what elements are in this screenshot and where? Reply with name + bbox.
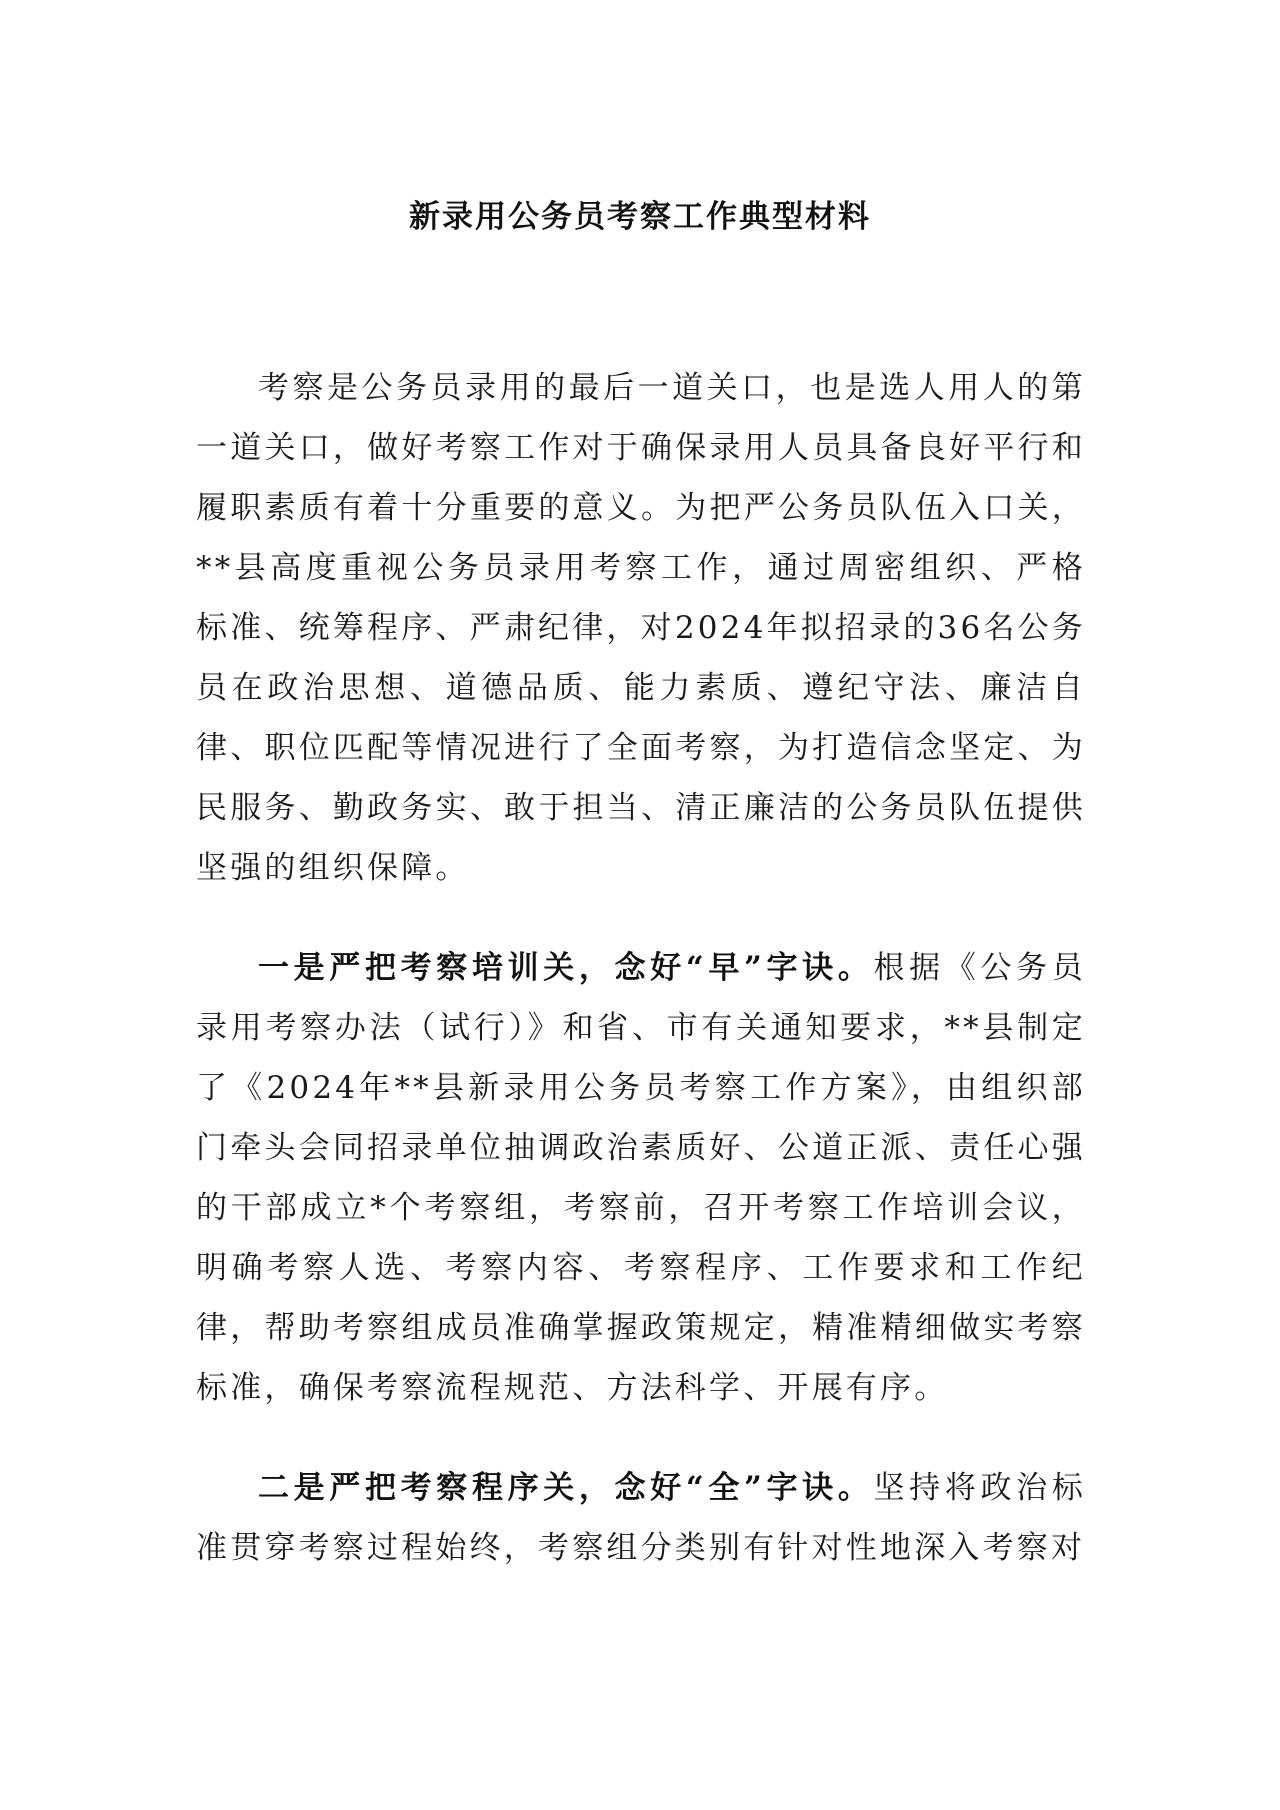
section-1-text: 根据《公务员录用考察办法（试行）》和省、市有关通知要求，**县制定了《2024年**县新录用公务员考察工作方案》，由组织部门牵头会同招录单位抽调政治素质好、公道正派、责任心强的干部成立*个考察组，考察前，召开考察工作培训会议，明确考察人选、考察内容、考察程序、工作要求和工作纪律，帮助考察组成员准确掌握政策规定，精准精细做实考察标准，确保考察流程规范、方法科学、开展有序。 xyxy=(196,950,1087,1406)
section-2-paragraph xyxy=(196,1458,1086,1578)
document-body xyxy=(196,358,1086,1578)
section-1-heading: 一是严把考察培训关，念好“早”字诀。 xyxy=(258,950,874,986)
document-title: 新录用公务员考察工作典型材料 xyxy=(409,199,871,235)
section-1-paragraph xyxy=(196,938,1086,1418)
intro-paragraph: 考察是公务员录用的最后一道关口，也是选人用人的第一道关口，做好考察工作对于确保录用人员具备良好平行和履职素质有着十分重要的意义。为把严公务员队伍入口关，**县高度重视公务员录用考察工作，通过周密组织、严格标准、统筹程序、严肃纪律，对2024年拟招录的36名公务员在政治思想、道德品质、能力素质、遵纪守法、廉洁自律、职位匹配等情况进行了全面考察，为打造信念坚定、为民服务、勤政务实、敢于担当、清正廉洁的公务员队伍提供坚强的组织保障。 xyxy=(196,370,1086,886)
section-2-text: 坚持将政治标准贯穿考察过程始终，考察组分类别有针对性地深入考察对 xyxy=(196,1470,1087,1566)
section-2-heading: 二是严把考察程序关，念好“全”字诀。 xyxy=(258,1470,874,1506)
